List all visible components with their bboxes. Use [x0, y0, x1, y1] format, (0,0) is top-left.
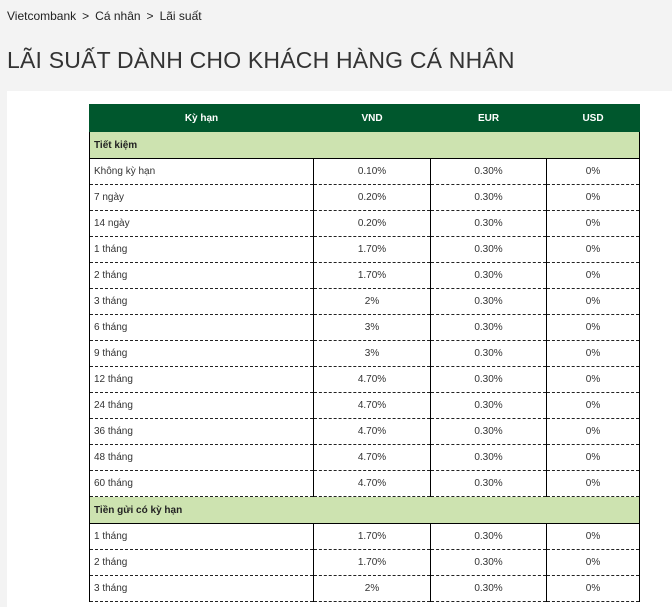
- table-row: [90, 315, 640, 341]
- interest-rate-table: [89, 104, 640, 602]
- table-row: [90, 445, 640, 471]
- vnd-rate-cell: 0.20%: [314, 185, 431, 211]
- term-cell: 12 tháng: [90, 367, 314, 393]
- usd-rate-cell: 0%: [547, 185, 640, 211]
- usd-rate-cell: 0%: [547, 393, 640, 419]
- usd-rate-cell: 0%: [547, 341, 640, 367]
- eur-rate-cell: 0.30%: [431, 367, 547, 393]
- usd-rate-cell: 0%: [547, 237, 640, 263]
- usd-rate-cell: 0%: [547, 211, 640, 237]
- table-row: [90, 341, 640, 367]
- group-row: [90, 497, 640, 524]
- term-cell: 2 tháng: [90, 550, 314, 576]
- table-row: [90, 237, 640, 263]
- vnd-rate-cell: 1.70%: [314, 237, 431, 263]
- vnd-rate-cell: 0.10%: [314, 159, 431, 185]
- term-cell: 48 tháng: [90, 445, 314, 471]
- vnd-rate-cell: 1.70%: [314, 524, 431, 550]
- eur-rate-cell: 0.30%: [431, 211, 547, 237]
- table-row: [90, 367, 640, 393]
- table-row: [90, 471, 640, 497]
- term-cell: 6 tháng: [90, 315, 314, 341]
- usd-rate-cell: 0%: [547, 419, 640, 445]
- table-row: [90, 263, 640, 289]
- usd-rate-cell: 0%: [547, 367, 640, 393]
- usd-rate-cell: 0%: [547, 289, 640, 315]
- term-cell: 14 ngày: [90, 211, 314, 237]
- usd-rate-cell: 0%: [547, 550, 640, 576]
- column-header-usd: USD: [547, 105, 640, 132]
- table-row: [90, 576, 640, 602]
- column-header-vnd: VND: [314, 105, 431, 132]
- term-cell: 60 tháng: [90, 471, 314, 497]
- vnd-rate-cell: 0.20%: [314, 211, 431, 237]
- term-cell: 9 tháng: [90, 341, 314, 367]
- group-row: [90, 132, 640, 159]
- eur-rate-cell: 0.30%: [431, 550, 547, 576]
- breadcrumb-separator: >: [146, 9, 154, 23]
- eur-rate-cell: 0.30%: [431, 263, 547, 289]
- eur-rate-cell: 0.30%: [431, 185, 547, 211]
- eur-rate-cell: 0.30%: [431, 419, 547, 445]
- term-cell: 3 tháng: [90, 576, 314, 602]
- vnd-rate-cell: 4.70%: [314, 471, 431, 497]
- eur-rate-cell: 0.30%: [431, 524, 547, 550]
- vnd-rate-cell: 1.70%: [314, 550, 431, 576]
- vnd-rate-cell: 4.70%: [314, 419, 431, 445]
- term-cell: 36 tháng: [90, 419, 314, 445]
- usd-rate-cell: 0%: [547, 315, 640, 341]
- vnd-rate-cell: 1.70%: [314, 263, 431, 289]
- table-row: [90, 211, 640, 237]
- table-row: [90, 159, 640, 185]
- table-row: [90, 419, 640, 445]
- term-cell: Không kỳ hạn: [90, 159, 314, 185]
- term-cell: 1 tháng: [90, 237, 314, 263]
- term-cell: 2 tháng: [90, 263, 314, 289]
- eur-rate-cell: 0.30%: [431, 471, 547, 497]
- eur-rate-cell: 0.30%: [431, 289, 547, 315]
- eur-rate-cell: 0.30%: [431, 393, 547, 419]
- vnd-rate-cell: 4.70%: [314, 367, 431, 393]
- vnd-rate-cell: 4.70%: [314, 393, 431, 419]
- eur-rate-cell: 0.30%: [431, 341, 547, 367]
- breadcrumb-home-link[interactable]: Vietcombank: [7, 9, 77, 23]
- usd-rate-cell: 0%: [547, 524, 640, 550]
- table-row: [90, 524, 640, 550]
- eur-rate-cell: 0.30%: [431, 159, 547, 185]
- table-row: [90, 185, 640, 211]
- breadcrumb-section-link[interactable]: Cá nhân: [95, 9, 141, 23]
- usd-rate-cell: 0%: [547, 445, 640, 471]
- column-header-eur: EUR: [431, 105, 547, 132]
- usd-rate-cell: 0%: [547, 263, 640, 289]
- vnd-rate-cell: 3%: [314, 341, 431, 367]
- breadcrumb: [7, 9, 202, 23]
- usd-rate-cell: 0%: [547, 576, 640, 602]
- usd-rate-cell: 0%: [547, 159, 640, 185]
- term-cell: 7 ngày: [90, 185, 314, 211]
- vnd-rate-cell: 4.70%: [314, 445, 431, 471]
- page-title: LÃI SUẤT DÀNH CHO KHÁCH HÀNG CÁ NHÂN: [7, 47, 515, 73]
- table-body: [90, 132, 640, 602]
- breadcrumb-separator: >: [82, 9, 90, 23]
- group-title: Tiền gửi có kỳ hạn: [90, 497, 640, 524]
- table-row: [90, 393, 640, 419]
- eur-rate-cell: 0.30%: [431, 237, 547, 263]
- table-row: [90, 550, 640, 576]
- breadcrumb-current: Lãi suất: [159, 9, 202, 23]
- group-title: Tiết kiệm: [90, 132, 640, 159]
- vnd-rate-cell: 2%: [314, 576, 431, 602]
- term-cell: 24 tháng: [90, 393, 314, 419]
- eur-rate-cell: 0.30%: [431, 315, 547, 341]
- vnd-rate-cell: 2%: [314, 289, 431, 315]
- term-cell: 1 tháng: [90, 524, 314, 550]
- column-header-term: Kỳ hạn: [90, 105, 314, 132]
- term-cell: 3 tháng: [90, 289, 314, 315]
- content-panel: [7, 91, 672, 607]
- usd-rate-cell: 0%: [547, 471, 640, 497]
- table-header-row: [90, 105, 640, 132]
- eur-rate-cell: 0.30%: [431, 576, 547, 602]
- table-row: [90, 289, 640, 315]
- eur-rate-cell: 0.30%: [431, 445, 547, 471]
- vnd-rate-cell: 3%: [314, 315, 431, 341]
